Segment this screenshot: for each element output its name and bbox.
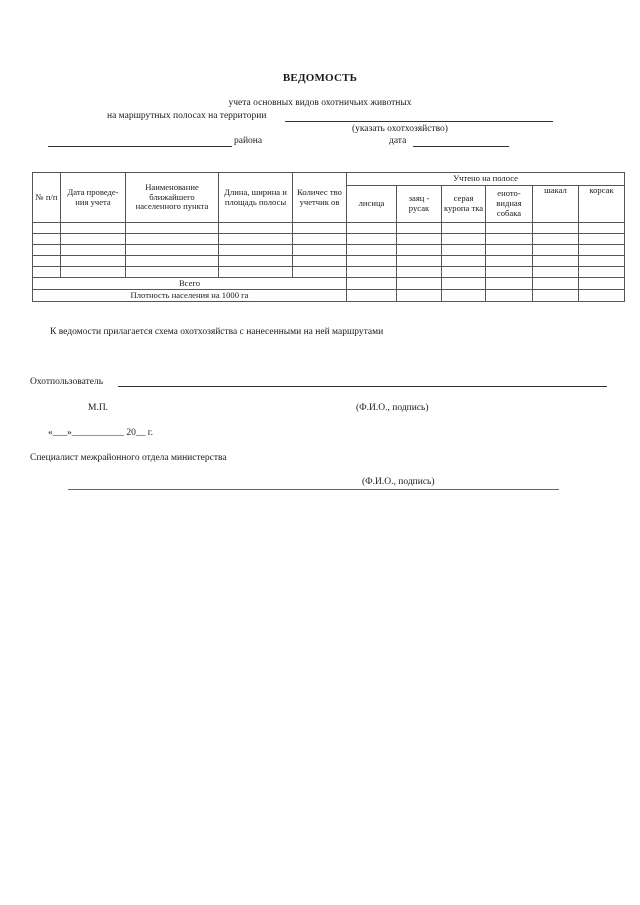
table-row[interactable] [33, 223, 625, 234]
table-cell[interactable] [533, 278, 579, 290]
stamp-label: М.П. [88, 403, 109, 413]
territory-label: на маршрутных полосах на территории [107, 111, 267, 121]
table-row[interactable] [33, 245, 625, 256]
table-row[interactable] [33, 256, 625, 267]
table-cell[interactable] [61, 223, 126, 234]
census-table [32, 172, 625, 302]
table-cell[interactable] [486, 223, 533, 234]
table-cell[interactable] [33, 234, 61, 245]
table-cell[interactable] [293, 245, 347, 256]
table-cell[interactable] [397, 245, 442, 256]
table-cell[interactable] [442, 256, 486, 267]
table-cell[interactable] [347, 223, 397, 234]
table-cell[interactable] [442, 234, 486, 245]
density-label: Плотность населения на 1000 га [33, 290, 347, 302]
table-cell[interactable] [33, 245, 61, 256]
table-cell[interactable] [33, 223, 61, 234]
table-cell[interactable] [219, 256, 293, 267]
header-counters: Количес тво учетчик ов [293, 173, 347, 223]
table-cell[interactable] [293, 256, 347, 267]
table-cell[interactable] [61, 256, 126, 267]
header-settlement: Наименование ближайшего населенного пункта [126, 173, 219, 223]
header-length: Длина, ширина и площадь полосы [219, 173, 293, 223]
table-cell[interactable] [533, 267, 579, 278]
table-cell[interactable] [61, 267, 126, 278]
table-cell[interactable] [33, 267, 61, 278]
territory-hint: (указать охотхозяйство) [352, 124, 448, 134]
territory-field-line[interactable] [285, 121, 553, 122]
density-row [33, 290, 625, 302]
table-cell[interactable] [442, 245, 486, 256]
table-cell[interactable] [579, 223, 625, 234]
table-cell[interactable] [347, 267, 397, 278]
table-cell[interactable] [442, 278, 486, 290]
table-cell[interactable] [579, 245, 625, 256]
hunter-user-label: Охотпользователь [30, 377, 104, 387]
table-cell[interactable] [579, 256, 625, 267]
table-cell[interactable] [347, 256, 397, 267]
district-label: района [234, 136, 263, 146]
table-cell[interactable] [533, 290, 579, 302]
document-subtitle: учета основных видов охотничьих животных [228, 98, 412, 108]
table-cell[interactable] [126, 234, 219, 245]
table-cell[interactable] [293, 267, 347, 278]
table-cell[interactable] [533, 223, 579, 234]
table-cell[interactable] [442, 267, 486, 278]
table-cell[interactable] [61, 245, 126, 256]
table-cell[interactable] [397, 267, 442, 278]
table-cell[interactable] [579, 234, 625, 245]
table-cell[interactable] [219, 223, 293, 234]
table-cell[interactable] [397, 223, 442, 234]
table-row[interactable] [33, 234, 625, 245]
table-cell[interactable] [219, 267, 293, 278]
header-species: еното- видная собака [486, 186, 533, 223]
table-cell[interactable] [347, 290, 397, 302]
table-cell[interactable] [579, 267, 625, 278]
header-date: Дата проведе- ния учета [61, 173, 126, 223]
attachment-note: К ведомости прилагается схема охотхозяйства с нанесенными на ней маршрутами [50, 327, 384, 337]
table-cell[interactable] [126, 245, 219, 256]
signature-hint: (Ф.И.О., подпись) [356, 403, 429, 413]
table-cell[interactable] [397, 290, 442, 302]
table-row[interactable] [33, 267, 625, 278]
table-cell[interactable] [347, 234, 397, 245]
header-species: заяц - русак [397, 186, 442, 223]
table-cell[interactable] [293, 223, 347, 234]
table-cell[interactable] [486, 278, 533, 290]
district-field-line[interactable] [48, 146, 232, 147]
total-label: Всего [33, 278, 347, 290]
table-cell[interactable] [397, 256, 442, 267]
table-cell[interactable] [486, 245, 533, 256]
table-cell[interactable] [486, 256, 533, 267]
header-species: лисица [347, 186, 397, 223]
table-cell[interactable] [486, 267, 533, 278]
table-cell[interactable] [293, 234, 347, 245]
header-number: № п/п [33, 173, 61, 223]
table-cell[interactable] [533, 245, 579, 256]
hunter-user-field-line[interactable] [118, 386, 607, 387]
table-cell[interactable] [579, 278, 625, 290]
total-row [33, 278, 625, 290]
specialist-signature-hint: (Ф.И.О., подпись) [362, 477, 435, 487]
table-cell[interactable] [533, 256, 579, 267]
table-cell[interactable] [397, 234, 442, 245]
table-header-row [33, 173, 625, 186]
date-label: дата [389, 136, 407, 146]
table-cell[interactable] [347, 245, 397, 256]
specialist-label: Специалист межрайонного отдела министерства [30, 453, 227, 463]
table-cell[interactable] [397, 278, 442, 290]
table-cell[interactable] [219, 245, 293, 256]
table-cell[interactable] [126, 256, 219, 267]
table-cell[interactable] [533, 234, 579, 245]
table-cell[interactable] [219, 234, 293, 245]
table-cell[interactable] [126, 267, 219, 278]
table-cell[interactable] [486, 290, 533, 302]
table-cell[interactable] [347, 278, 397, 290]
table-cell[interactable] [61, 234, 126, 245]
header-species: корсак [579, 186, 625, 223]
header-counted-group: Учтено на полосе [347, 173, 625, 186]
table-cell[interactable] [126, 223, 219, 234]
document-title: ВЕДОМОСТЬ [282, 72, 358, 84]
signature-date[interactable]: «___»___________ 20__ г. [48, 428, 153, 438]
table-cell[interactable] [442, 223, 486, 234]
header-species: серая куропа тка [442, 186, 486, 223]
header-species: шакал [533, 186, 579, 223]
table-cell[interactable] [33, 256, 61, 267]
specialist-field-line[interactable] [68, 489, 559, 490]
date-field-line[interactable] [413, 146, 509, 147]
table-cell[interactable] [442, 290, 486, 302]
table-cell[interactable] [486, 234, 533, 245]
table-cell[interactable] [579, 290, 625, 302]
